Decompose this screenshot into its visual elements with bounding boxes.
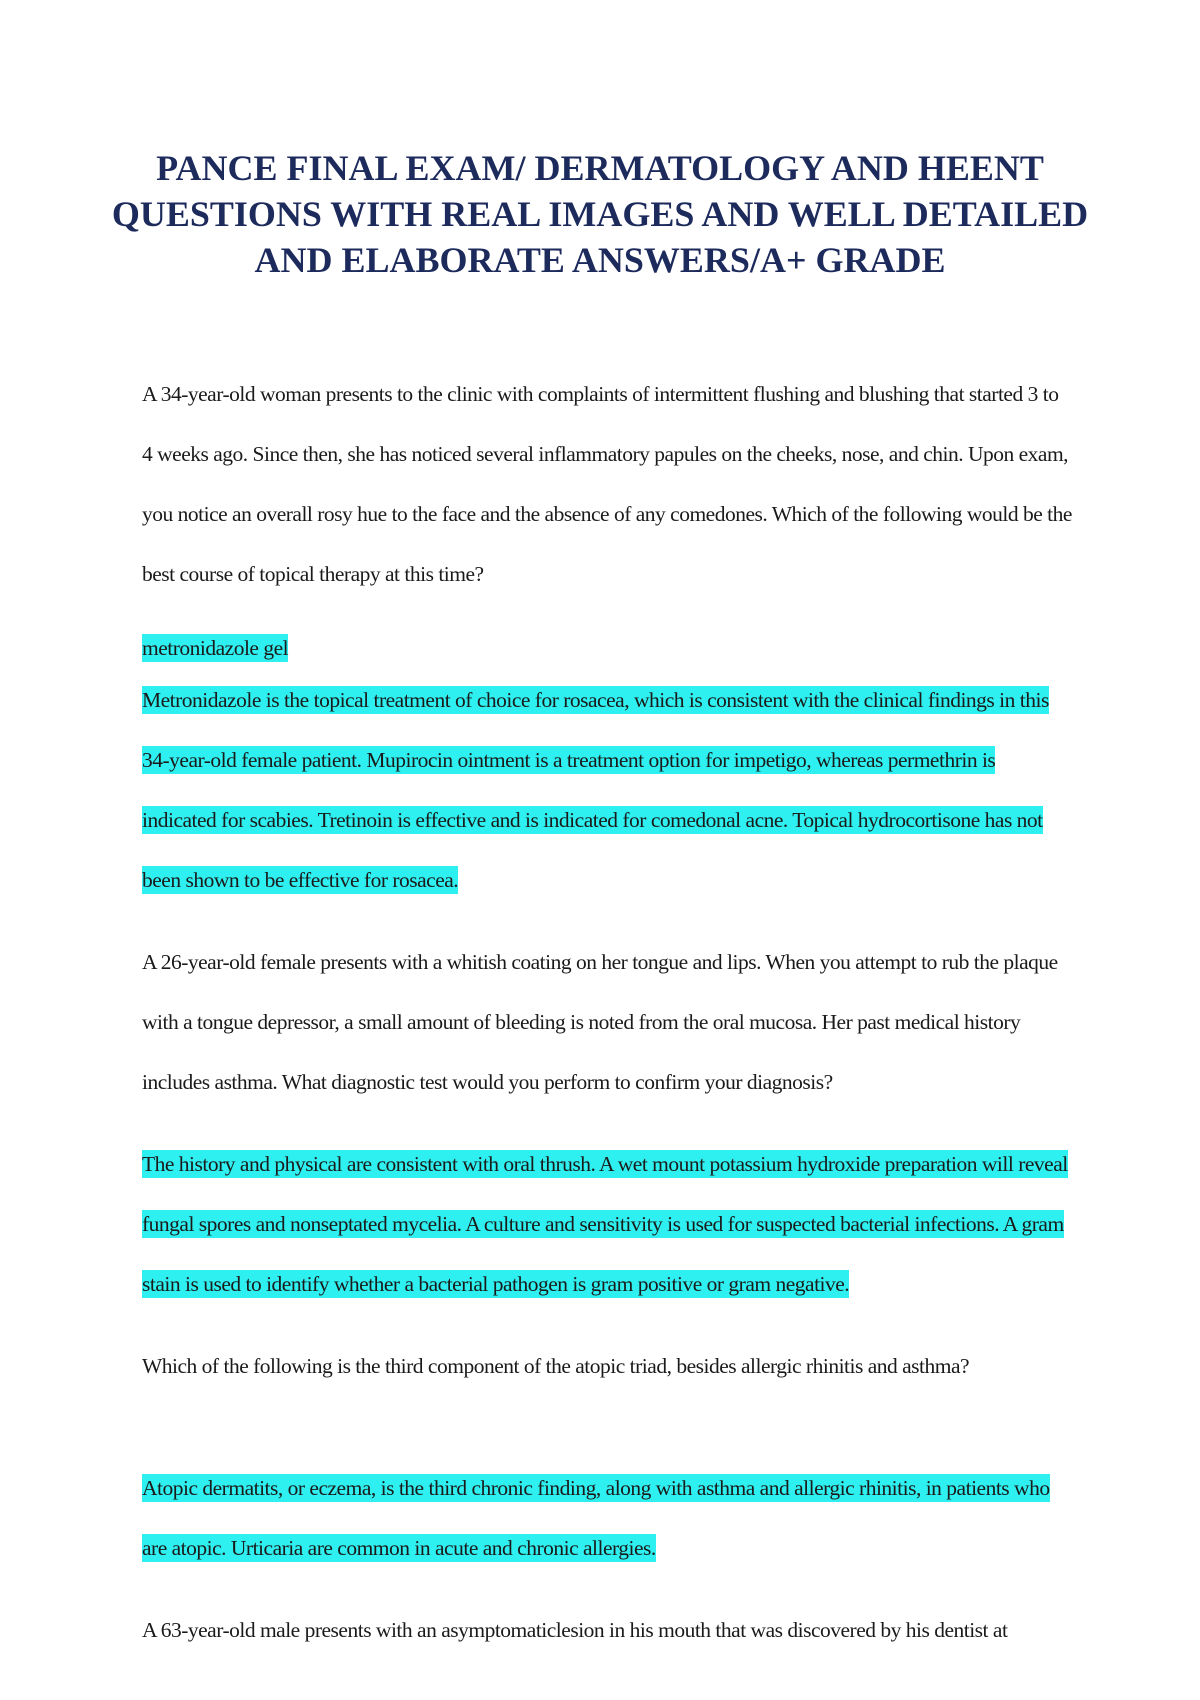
question-4-text: A 63-year-old male presents with an asymptomaticlesion in his mouth that was discovered by his dentist at [142, 1618, 1008, 1642]
document-body [142, 364, 1072, 1660]
question-3-explanation [142, 1458, 1072, 1578]
question-1-answer-highlight: metronidazole gel [142, 636, 289, 660]
question-3-text: Which of the following is the third component of the atopic triad, besides allergic rhinitis and asthma? [142, 1354, 970, 1378]
question-1-answer [142, 626, 1072, 670]
question-1-explanation [142, 670, 1072, 910]
question-2-explanation [142, 1134, 1072, 1314]
question-3-explanation-highlight: Atopic dermatits, or eczema, is the third chronic finding, along with asthma and allergic rhinitis, in patients who are atopic. Urticaria are common in acute and chronic allergies. [142, 1476, 1050, 1560]
question-2-text: A 26-year-old female presents with a whitish coating on her tongue and lips. When you attempt to rub the plaque with a tongue depressor, a small amount of bleeding is noted from the oral mucosa. Her past medical history includes asthma. What diagnostic test would you perform to confirm your diagnosis? [142, 950, 1058, 1094]
document-title: PANCE FINAL EXAM/ DERMATOLOGY AND HEENT QUESTIONS WITH REAL IMAGES AND WELL DETAILED AND ELABORATE ANSWERS/A+ GRADE [111, 148, 1089, 280]
question-1-text: A 34-year-old woman presents to the clinic with complaints of intermittent flushing and blushing that started 3 to 4 weeks ago. Since then, she has noticed several inflammatory papules on the cheeks, nose, and chin. Upon exam, you notice an overall rosy hue to the face and the absence of any comedones. Which of the following would be the best course of topical therapy at this time? [142, 382, 1072, 586]
question-2-explanation-highlight: The history and physical are consistent with oral thrush. A wet mount potassium hydroxide preparation will reveal fungal spores and nonseptated mycelia. A culture and sensitivity is used for suspected bacterial infections. A gram stain is used to identify whether a bacterial pathogen is gram positive or gram negative. [142, 1152, 1068, 1296]
question-1-explanation-highlight: Metronidazole is the topical treatment of choice for rosacea, which is consistent with the clinical findings in this 34-year-old female patient. Mupirocin ointment is a treatment option for impetigo, whereas permethrin is indicated for scabies. Tretinoin is effective and is indicated for comedonal acne. Topical hydrocortisone has not been shown to be effective for rosacea. [142, 688, 1049, 892]
